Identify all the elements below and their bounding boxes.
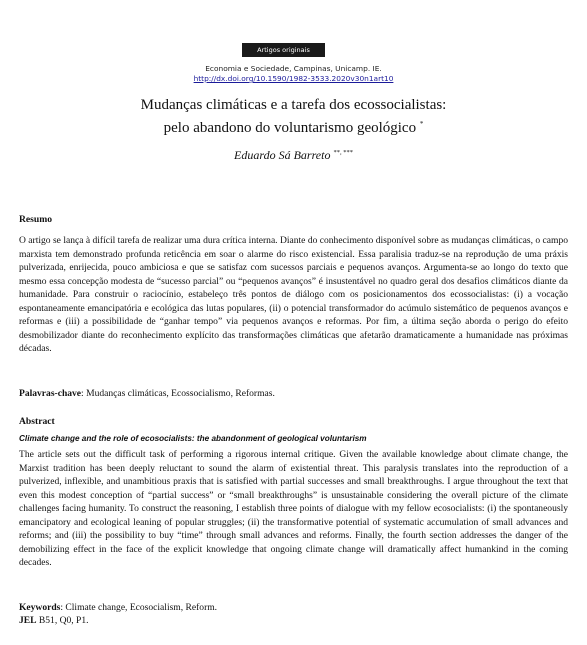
author-footnote-markers[interactable]: **, *** — [333, 149, 353, 156]
abstract-heading: Abstract — [19, 416, 55, 427]
keywords-text: : Climate change, Ecosocialism, Reform. — [60, 602, 218, 613]
keywords-line — [19, 602, 217, 614]
palavras-chave-text: : Mudanças climáticas, Ecossocialismo, Reformas. — [81, 388, 275, 399]
author-line — [0, 146, 587, 162]
title-line-1: Mudanças climáticas e a tarefa dos ecossocialistas: — [140, 97, 447, 113]
jel-codes: B51, Q0, P1. — [36, 615, 89, 626]
section-badge: Artigos originais — [242, 43, 325, 57]
author-name: Eduardo Sá Barreto — [234, 148, 331, 162]
palavras-chave-line — [19, 388, 275, 400]
jel-label: JEL — [19, 615, 37, 626]
journal-citation: Economia e Sociedade, Campinas, Unicamp. IE. — [205, 64, 382, 73]
resumo-text: O artigo se lança à difícil tarefa de realizar uma dura crítica interna. Diante do conhecimento disponível sobre as mudanças climáticas, o campo marxista tem demonstrado profunda reticência em soar o alarme do risco existencial. Essa paralisia traduz-se na reprodução de uma práxis pulverizada, enrijecida, pouco ambiciosa e que se satisfaz com sucessos parciais e pequenos avanços. Argumenta-se ao longo do texto que mesmo essa concepção modesta de “sucesso parcial” ou “pequenos avanços” é insustentável no quadro geral dos desafios climáticos diante da humanidade. Para construir o raciocínio, estabeleço três pontos de diálogo com os posicionamentos dos ecossocialistas: (i) a vocação espontaneamente emancipatória e ecológica das lutas populares, (ii) o potencial transformador do acúmulo sistemático de pequenos avanços e reformas e (iii) a possibilidade de “ganhar tempo” via pequenos avanços e reformas. Por fim, a última seção aborda o perigo do efeito desmobilizador diante do reconhecimento explícito das transformações climáticas que afetarão dramaticamente a humanidade nas próximas décadas. — [19, 235, 568, 354]
keywords-label: Keywords — [19, 602, 61, 613]
english-title: Climate change and the role of ecosocialists: the abandonment of geological voluntarism — [19, 434, 367, 443]
title-line-2-text: pelo abandono do voluntarismo geológico — [163, 120, 417, 136]
palavras-chave-label: Palavras-chave — [19, 388, 82, 399]
title-footnote-marker[interactable]: * — [419, 120, 424, 128]
resumo-heading: Resumo — [19, 214, 53, 225]
title-line-2 — [0, 115, 587, 138]
doi-line — [0, 74, 587, 84]
jel-line — [19, 615, 89, 627]
doi-link[interactable]: http://dx.doi.org/10.1590/1982-3533.2020v30n1art10 — [193, 74, 394, 83]
abstract-text: The article sets out the difficult task of performing a rigorous internal critique. Given the available knowledge about climate change, the Marxist tradition has been deeply reluctant to sound the alarm of existential threat. This paralysis translates into the reproduction of a pulverized, inflexible, and unambitious praxis that is satisfied with partial successes and small breakthroughs. I argue throughout the text that even this modest conception of “partial success” or “small breakthroughs” is unsustainable considering the overall picture of the climate challenges facing humanity. To construct the reasoning, I establish three points of dialogue with my fellow ecosocialists: (i) the spontaneously emancipatory and ecological leaning of popular struggles; (ii) the transformative potential of systematic accumulation of small advances and reforms; and (iii) the possibility to buy “time” through small advances and reforms. Finally, the fourth section addresses the danger of the demobilizing effect in the face of the explicit knowledge that ongoing climate change will dramatically affect humankind in the coming decades. — [19, 449, 568, 568]
article-title — [0, 96, 587, 138]
